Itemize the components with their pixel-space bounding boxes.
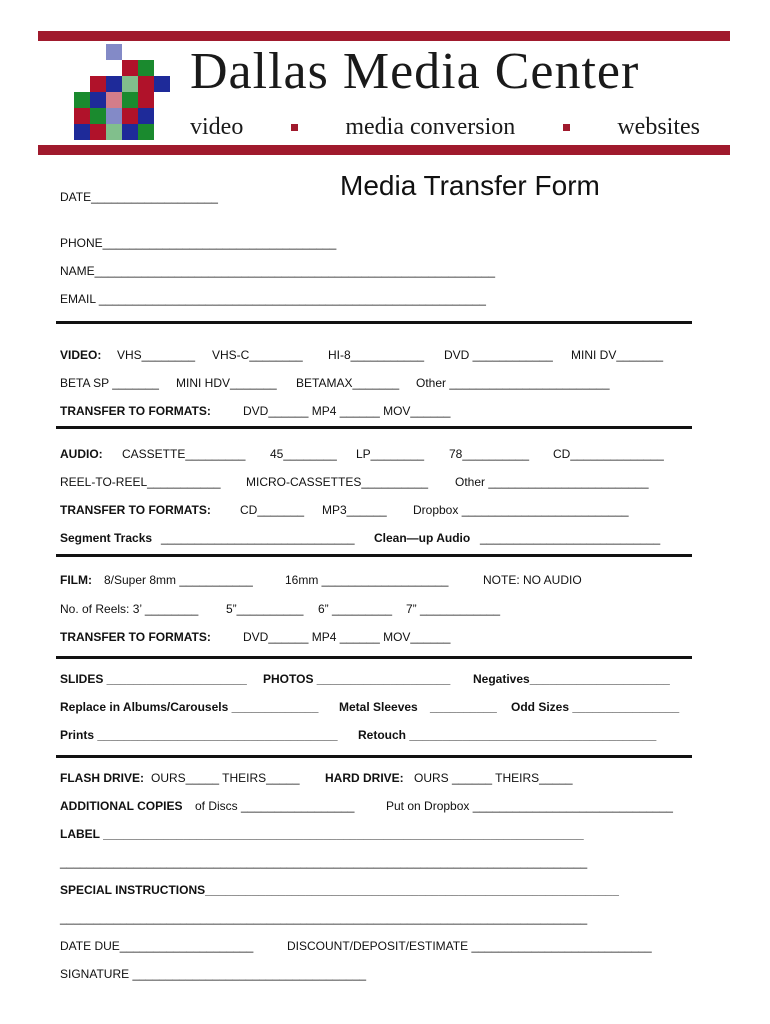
logo-tile <box>90 76 106 92</box>
film-16mm-field[interactable]: 16mm ___________________ <box>285 573 449 587</box>
flash-drive-label: FLASH DRIVE: <box>60 771 144 785</box>
logo-tile <box>138 92 154 108</box>
metal-sleeves-label: Metal Sleeves <box>339 700 418 714</box>
audio-78-field[interactable]: 78__________ <box>449 447 530 461</box>
logo-tile <box>106 44 122 60</box>
flash-drive-field[interactable]: OURS_____ THEIRS_____ <box>151 771 300 785</box>
video-betamax-field[interactable]: BETAMAX_______ <box>296 376 400 390</box>
special-instructions-line2[interactable]: _______________________________________________________________________________ <box>60 911 588 925</box>
brand-name: Dallas Media Center <box>190 43 640 100</box>
logo-tile <box>122 76 138 92</box>
metal-sleeves-field[interactable]: __________ <box>430 700 497 714</box>
name-field[interactable]: NAME____________________________________________________________ <box>60 264 496 278</box>
audio-cd-format-field[interactable]: CD_______ <box>240 503 305 517</box>
logo-tile <box>122 108 138 124</box>
audio-label: AUDIO: <box>60 447 103 461</box>
negatives-field[interactable]: Negatives_____________________ <box>473 672 670 686</box>
form-title: Media Transfer Form <box>340 170 600 201</box>
logo-tile <box>106 108 122 124</box>
logo-tile <box>138 108 154 124</box>
section-divider <box>56 656 692 659</box>
logo-tile <box>74 108 90 124</box>
special-instructions-field[interactable]: SPECIAL INSTRUCTIONS______________________________________________________________ <box>60 883 619 897</box>
section-divider <box>56 554 692 557</box>
video-label: VIDEO: <box>60 348 102 362</box>
audio-dropbox-field[interactable]: Dropbox _________________________ <box>413 503 629 517</box>
section-divider <box>56 426 692 429</box>
logo-tile <box>138 124 154 140</box>
section-divider <box>56 755 692 758</box>
label-field[interactable]: LABEL ________________________________________________________________________ <box>60 827 584 841</box>
replace-albums-field[interactable]: Replace in Albums/Carousels _____________ <box>60 700 319 714</box>
audio-transfer-label: TRANSFER TO FORMATS: <box>60 503 211 517</box>
logo-mosaic-icon <box>74 44 174 140</box>
photos-field[interactable]: PHOTOS ____________________ <box>263 672 451 686</box>
film-formats-field[interactable]: DVD______ MP4 ______ MOV______ <box>243 630 451 644</box>
logo-tile <box>90 108 106 124</box>
audio-reel-field[interactable]: REEL-TO-REEL___________ <box>60 475 221 489</box>
logo-tile <box>74 124 90 140</box>
video-transfer-label: TRANSFER TO FORMATS: <box>60 404 211 418</box>
slides-field[interactable]: SLIDES _____________________ <box>60 672 247 686</box>
brand-tagline <box>190 114 700 141</box>
discount-field[interactable]: DISCOUNT/DEPOSIT/ESTIMATE ___________________________ <box>287 939 652 953</box>
film-note: NOTE: NO AUDIO <box>483 573 582 587</box>
tagline-video: video <box>190 114 244 140</box>
email-field[interactable]: EMAIL __________________________________________________________ <box>60 292 486 306</box>
logo-tile <box>106 76 122 92</box>
discs-field[interactable]: of Discs _________________ <box>195 799 355 813</box>
audio-other-field[interactable]: Other ________________________ <box>455 475 649 489</box>
video-dvd-field[interactable]: DVD ____________ <box>444 348 553 362</box>
phone-field[interactable]: PHONE___________________________________ <box>60 236 337 250</box>
signature-field[interactable]: SIGNATURE ___________________________________ <box>60 967 367 981</box>
cleanup-audio-label: Clean—up Audio <box>374 531 471 545</box>
dropbox-field[interactable]: Put on Dropbox ______________________________ <box>386 799 673 813</box>
film-reels-field[interactable]: No. of Reels: 3’ ________ <box>60 602 199 616</box>
segment-tracks-field[interactable]: _____________________________ <box>161 531 355 545</box>
additional-copies-label: ADDITIONAL COPIES <box>60 799 183 813</box>
logo-tile <box>138 76 154 92</box>
film-reel6-field[interactable]: 6” _________ <box>318 602 393 616</box>
section-divider <box>56 321 692 324</box>
tagline-media-conversion: media conversion <box>345 114 516 140</box>
cleanup-audio-field[interactable]: ___________________________ <box>480 531 661 545</box>
video-minidv-field[interactable]: MINI DV_______ <box>571 348 664 362</box>
logo-tile <box>74 92 90 108</box>
video-hi8-field[interactable]: HI-8___________ <box>328 348 425 362</box>
date-due-field[interactable]: DATE DUE____________________ <box>60 939 254 953</box>
logo-tile <box>122 92 138 108</box>
logo-tile <box>154 76 170 92</box>
retouch-field[interactable]: Retouch _____________________________________ <box>358 728 657 742</box>
video-vhs-field[interactable]: VHS________ <box>117 348 196 362</box>
tagline-websites: websites <box>617 114 700 140</box>
segment-tracks-label: Segment Tracks <box>60 531 153 545</box>
film-transfer-label: TRANSFER TO FORMATS: <box>60 630 211 644</box>
audio-45-field[interactable]: 45________ <box>270 447 337 461</box>
audio-cassette-field[interactable]: CASSETTE_________ <box>122 447 246 461</box>
bullet-icon <box>563 124 570 131</box>
bullet-icon <box>291 124 298 131</box>
film-reel5-field[interactable]: 5”__________ <box>226 602 304 616</box>
logo-tile <box>106 92 122 108</box>
hard-drive-label: HARD DRIVE: <box>325 771 404 785</box>
hard-drive-field[interactable]: OURS ______ THEIRS_____ <box>414 771 573 785</box>
video-minihdv-field[interactable]: MINI HDV_______ <box>176 376 277 390</box>
logo-tile <box>122 60 138 76</box>
logo-tile <box>106 124 122 140</box>
audio-lp-field[interactable]: LP________ <box>356 447 425 461</box>
film-label: FILM: <box>60 573 92 587</box>
film-super8-field[interactable]: 8/Super 8mm ___________ <box>104 573 253 587</box>
audio-cd-field[interactable]: CD______________ <box>553 447 664 461</box>
label-field-line2[interactable]: _______________________________________________________________________________ <box>60 855 588 869</box>
audio-micro-field[interactable]: MICRO-CASSETTES__________ <box>246 475 429 489</box>
odd-sizes-field[interactable]: Odd Sizes ________________ <box>511 700 680 714</box>
logo-tile <box>90 92 106 108</box>
logo-tile <box>90 124 106 140</box>
prints-field[interactable]: Prints ____________________________________ <box>60 728 338 742</box>
logo-tile <box>138 60 154 76</box>
film-reel7-field[interactable]: 7” ____________ <box>406 602 501 616</box>
audio-mp3-field[interactable]: MP3______ <box>322 503 387 517</box>
header-top-bar <box>38 31 730 41</box>
video-formats-field[interactable]: DVD______ MP4 ______ MOV______ <box>243 404 451 418</box>
logo-tile <box>122 124 138 140</box>
date-field[interactable]: DATE___________________ <box>60 190 218 204</box>
video-betasp-field[interactable]: BETA SP _______ <box>60 376 159 390</box>
header-bottom-bar <box>38 145 730 155</box>
video-other-field[interactable]: Other ________________________ <box>416 376 610 390</box>
video-vhsc-field[interactable]: VHS-C________ <box>212 348 303 362</box>
